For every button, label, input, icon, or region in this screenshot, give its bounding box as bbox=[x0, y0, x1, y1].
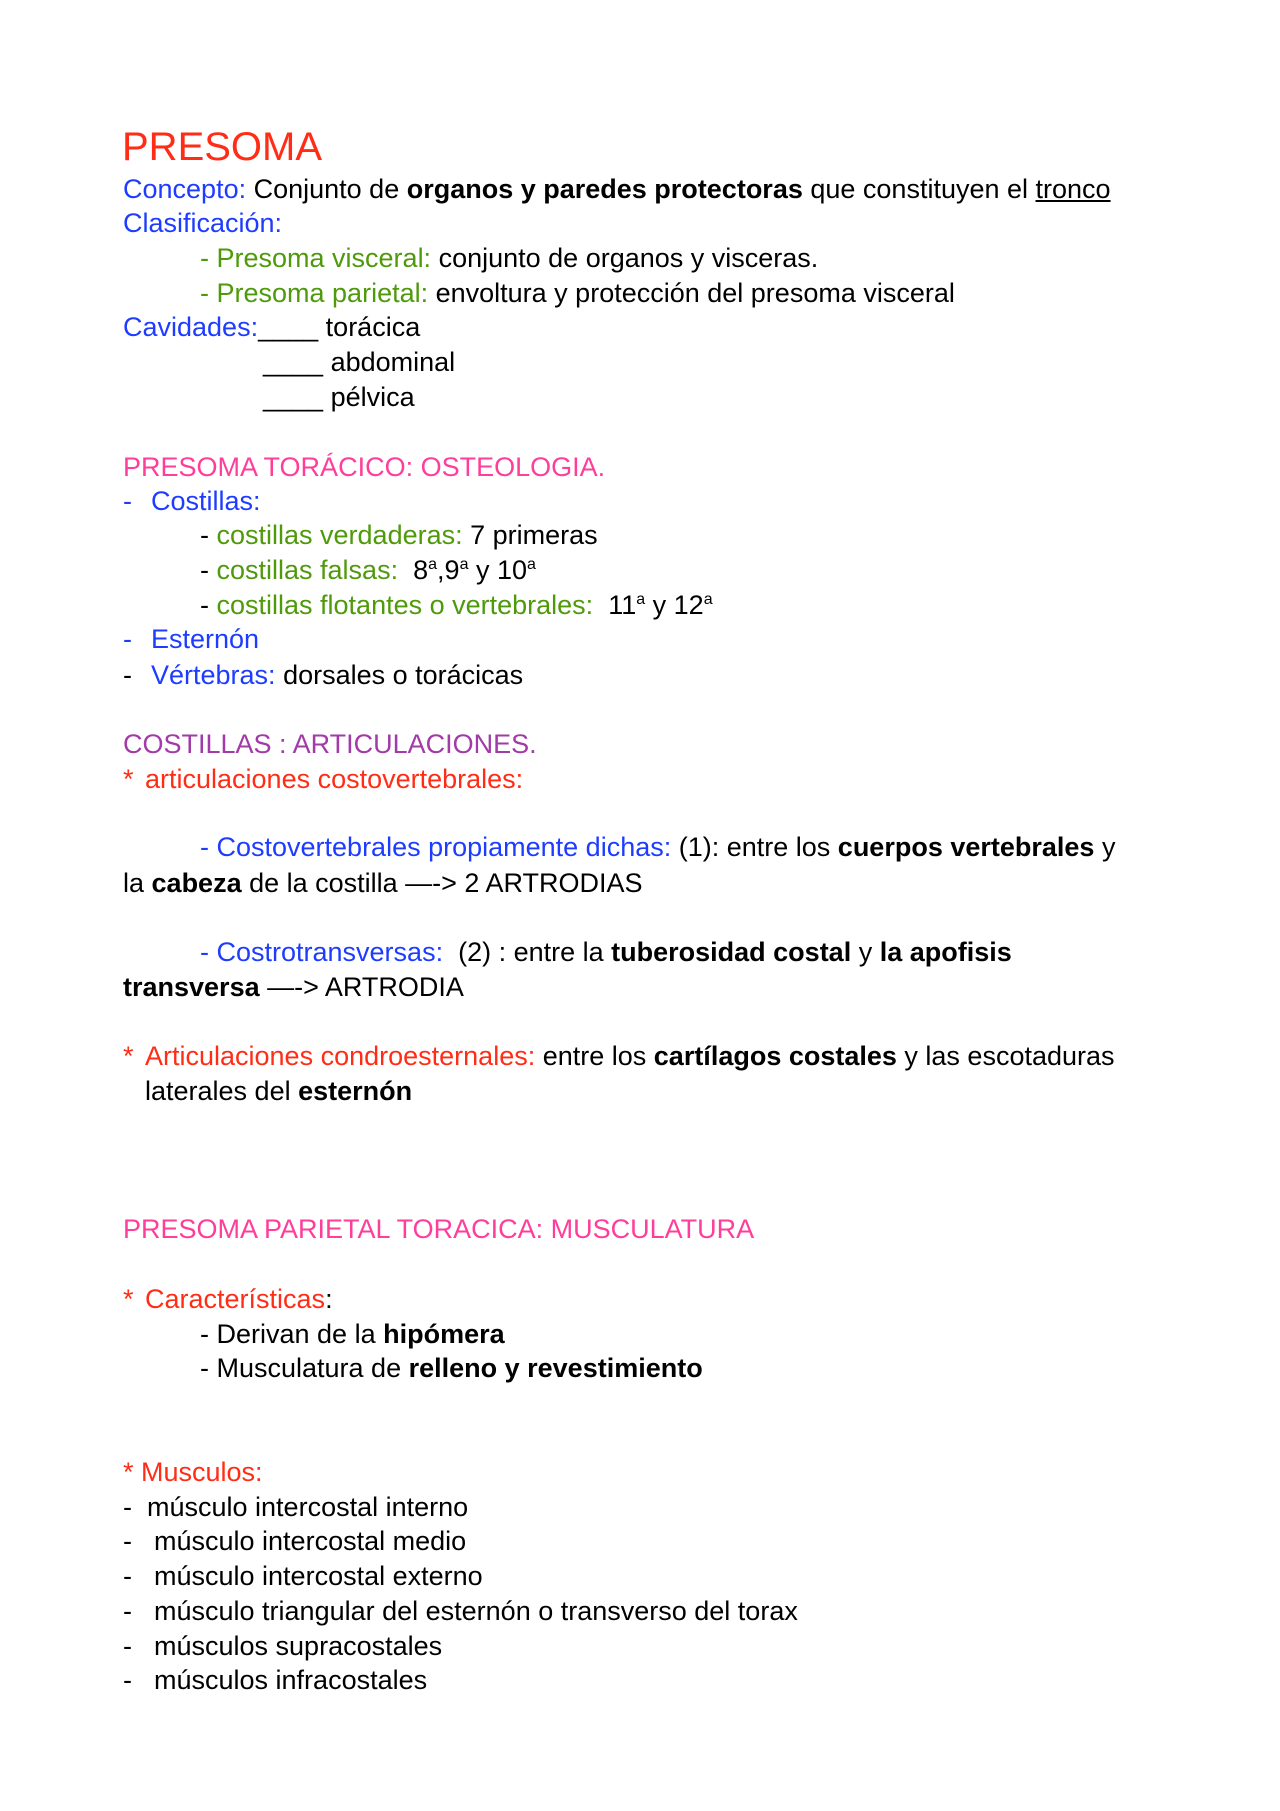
list-item bbox=[123, 1664, 427, 1696]
list-item bbox=[123, 1595, 798, 1627]
sub-label: costillas falsas: bbox=[216, 555, 399, 585]
cavidades-line bbox=[123, 311, 420, 343]
condro-line-2 bbox=[145, 1075, 412, 1107]
list-item bbox=[123, 1525, 466, 1557]
musculos-heading: * Musculos: bbox=[123, 1457, 263, 1487]
item-text: envoltura y protección del presoma visceral bbox=[428, 278, 955, 308]
label: articulaciones costovertebrales: bbox=[145, 764, 524, 794]
label: Articulaciones condroesternales: bbox=[145, 1041, 536, 1071]
text: (1): entre los bbox=[671, 832, 838, 862]
bold-text: cabeza bbox=[151, 868, 242, 898]
text: - Musculatura de bbox=[200, 1353, 409, 1383]
item-text: conjunto de organos y visceras. bbox=[431, 243, 819, 273]
section-heading-musculatura: PRESOMA PARIETAL TORACICA: MUSCULATURA bbox=[123, 1214, 755, 1244]
text: (2) : entre la bbox=[443, 937, 612, 967]
bullet: - bbox=[123, 1526, 132, 1556]
vertebras-item bbox=[123, 659, 523, 691]
text: y bbox=[1094, 832, 1116, 862]
underlined-text: tronco bbox=[1035, 174, 1111, 204]
clasificacion-item bbox=[200, 277, 955, 309]
asterisk: * bbox=[123, 1284, 134, 1314]
costillas-sub-item bbox=[200, 554, 536, 586]
asterisk: * bbox=[123, 764, 134, 794]
ordinal: a bbox=[428, 556, 438, 573]
ordinal: a bbox=[636, 591, 646, 608]
bullet: - bbox=[123, 1596, 132, 1626]
text: que constituyen el bbox=[802, 174, 1036, 204]
esternon-label: Esternón bbox=[151, 624, 260, 654]
clasificacion-item bbox=[200, 242, 818, 274]
vertebras-text: dorsales o torácicas bbox=[275, 660, 524, 690]
bullet: - bbox=[123, 1492, 132, 1522]
text: y las escotaduras bbox=[896, 1041, 1115, 1071]
caracteristicas-heading bbox=[123, 1283, 333, 1315]
number: y 12 bbox=[645, 590, 704, 620]
number: 8 bbox=[413, 555, 429, 585]
text: Conjunto de bbox=[246, 174, 407, 204]
asterisk: * bbox=[123, 1041, 134, 1071]
bullet: - bbox=[123, 1665, 132, 1695]
number: ,9 bbox=[437, 555, 460, 585]
list-item bbox=[123, 1560, 483, 1592]
item-label: Presoma parietal: bbox=[216, 278, 429, 308]
text: la bbox=[123, 868, 152, 898]
dash: - bbox=[200, 590, 217, 620]
cavidad-line bbox=[263, 346, 455, 378]
label: Características bbox=[145, 1284, 326, 1314]
sub-label: costillas flotantes o vertebrales: bbox=[216, 590, 594, 620]
list-item-text: músculos supracostales bbox=[154, 1631, 443, 1661]
bold-text: organos y paredes protectoras bbox=[406, 174, 803, 204]
costillas-item bbox=[123, 485, 261, 517]
page-title: PRESOMA bbox=[122, 125, 323, 169]
dash: - bbox=[200, 520, 217, 550]
dash: - bbox=[200, 555, 217, 585]
label: - Costrotransversas: bbox=[200, 937, 444, 967]
blank: ____ bbox=[258, 312, 319, 342]
costillas-label: Costillas: bbox=[151, 486, 261, 516]
caracteristica-item bbox=[200, 1318, 505, 1350]
clasificacion-label: Clasificación: bbox=[123, 208, 283, 238]
item-label: Presoma visceral: bbox=[216, 243, 432, 273]
bold-text: la apofisis bbox=[879, 937, 1012, 967]
list-item bbox=[123, 1491, 468, 1523]
bullet: - bbox=[123, 660, 132, 690]
ordinal: a bbox=[703, 591, 713, 608]
vertebras-label: Vértebras: bbox=[151, 660, 276, 690]
bold-text: esternón bbox=[298, 1076, 413, 1106]
text: y bbox=[851, 937, 880, 967]
text: - Derivan de la bbox=[200, 1319, 384, 1349]
section-heading-osteologia: PRESOMA TORÁCICO: OSTEOLOGIA. bbox=[123, 452, 606, 482]
propiamente-line bbox=[200, 831, 1115, 863]
bullet: - bbox=[123, 1631, 132, 1661]
cavidades-label: Cavidades: bbox=[123, 312, 259, 342]
sub-text: 7 primeras bbox=[462, 520, 598, 550]
bold-text: hipómera bbox=[383, 1319, 505, 1349]
dash: - bbox=[200, 278, 217, 308]
transversas-line-2 bbox=[123, 971, 464, 1003]
concepto-label: Concepto: bbox=[123, 174, 247, 204]
dash: - bbox=[200, 243, 217, 273]
sub-label: costillas verdaderas: bbox=[216, 520, 463, 550]
text: entre los bbox=[535, 1041, 654, 1071]
condro-line bbox=[123, 1040, 1115, 1072]
list-item-text: músculo intercostal externo bbox=[154, 1561, 483, 1591]
bold-text: cartílagos costales bbox=[653, 1041, 897, 1071]
list-item-text: músculos infracostales bbox=[154, 1665, 428, 1695]
costillas-sub-item bbox=[200, 519, 598, 551]
list-item-text: músculo intercostal interno bbox=[147, 1492, 469, 1522]
text: laterales del bbox=[145, 1076, 299, 1106]
ordinal: a bbox=[459, 556, 469, 573]
bold-text: tuberosidad costal bbox=[611, 937, 852, 967]
number: 11 bbox=[608, 590, 637, 620]
list-item-text: músculo triangular del esternón o transverso del torax bbox=[154, 1596, 798, 1626]
bullet: - bbox=[123, 1561, 132, 1591]
bullet: - bbox=[123, 624, 132, 654]
transversas-line bbox=[200, 936, 1012, 968]
cavidad: pélvica bbox=[323, 382, 415, 412]
list-item-text: músculo intercostal medio bbox=[154, 1526, 467, 1556]
bold-text: transversa bbox=[123, 972, 260, 1002]
text: de la costilla —-> 2 ARTRODIAS bbox=[241, 868, 643, 898]
label: - Costovertebrales propiamente dichas: bbox=[200, 832, 672, 862]
costillas-sub-item bbox=[200, 589, 713, 621]
ordinal: a bbox=[527, 556, 536, 573]
costovertebrales-heading bbox=[123, 763, 523, 795]
colon: : bbox=[325, 1284, 333, 1314]
section-heading-articulaciones: COSTILLAS : ARTICULACIONES. bbox=[123, 729, 537, 759]
number: y 10 bbox=[468, 555, 528, 585]
blank: ____ bbox=[263, 347, 324, 377]
caracteristica-item bbox=[200, 1352, 703, 1384]
concepto-line bbox=[123, 173, 1111, 205]
text: —-> ARTRODIA bbox=[259, 972, 464, 1002]
propiamente-line-2 bbox=[123, 867, 643, 899]
bullet: - bbox=[123, 486, 132, 516]
list-item bbox=[123, 1630, 442, 1662]
cavidad: torácica bbox=[318, 312, 421, 342]
cavidad-line bbox=[263, 381, 415, 413]
esternon-item bbox=[123, 623, 259, 655]
bold-text: cuerpos vertebrales bbox=[837, 832, 1095, 862]
bold-text: relleno y revestimiento bbox=[408, 1353, 703, 1383]
blank: ____ bbox=[263, 382, 324, 412]
cavidad: abdominal bbox=[323, 347, 456, 377]
